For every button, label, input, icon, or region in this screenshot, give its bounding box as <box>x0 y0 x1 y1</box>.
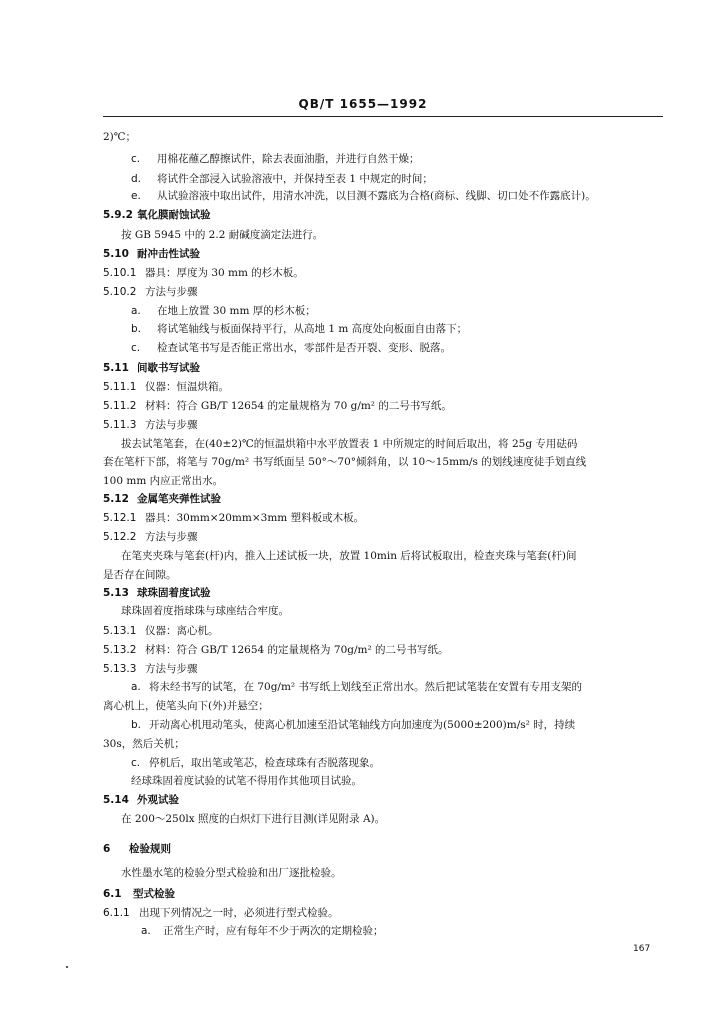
text-line: c. 检查试笔书写是否能正常出水，零部件是否开裂、变形、脱落。 <box>131 342 451 354</box>
text-line: 球珠固着度指球珠与球座结合牢度。 <box>121 605 289 617</box>
text-line: 5.11.3 方法与步骤 <box>103 419 198 431</box>
text-line: 5.10.1 器具：厚度为 30 mm 的杉木板。 <box>103 267 304 279</box>
text-line: 5.13.2 材料：符合 GB/T 12654 的定量规格为 70g/m² 的二号书写纸。 <box>103 644 449 656</box>
page-header: QB/T 1655—1992 <box>298 97 428 111</box>
section-heading: 5.12 金属笔夹弹性试验 <box>103 493 221 505</box>
text-line: 水性墨水笔的检验分型式检验和出厂逐批检验。 <box>121 867 342 879</box>
text-line: e. 从试验溶液中取出试件，用清水冲洗，以目测不露底为合格(商标、线脚、切口处不作露底计)。 <box>131 190 596 202</box>
section-heading: 5.9.2 氧化膜耐蚀试验 <box>103 209 211 221</box>
text-line: c. 用棉花蘸乙醇擦试件，除去表面油脂，并进行自然干燥； <box>131 153 420 165</box>
section-heading: 6 检验规则 <box>103 843 171 855</box>
text-line: 是否存在间隙。 <box>103 569 177 581</box>
text-line: 5.12.2 方法与步骤 <box>103 531 198 543</box>
text-line: 5.10.2 方法与步骤 <box>103 286 198 298</box>
text-line: c. 停机后，取出笔或笔芯，检查球珠有否脱落现象。 <box>131 757 380 769</box>
section-heading: 5.14 外观试验 <box>103 794 179 806</box>
section-heading: 5.10 耐冲击性试验 <box>103 248 200 260</box>
text-line: 离心机上，使笔头向下(外)并悬空； <box>103 700 269 712</box>
text-line: a. 将未经书写的试笔，在 70g/m² 书写纸上划线至正常出水。然后把试笔装在安置有专用支架的 <box>131 681 582 693</box>
text-line: 按 GB 5945 中的 2.2 耐碱度滴定法进行。 <box>121 229 324 241</box>
text-line: 2)℃； <box>103 131 137 143</box>
text-line: 6.1.1 出现下列情况之一时，必须进行型式检验。 <box>103 907 339 919</box>
text-line: 5.11.2 材料：符合 GB/T 12654 的定量规格为 70 g/m² 的二号书写纸。 <box>103 400 452 412</box>
text-line: 5.13.3 方法与步骤 <box>103 663 198 675</box>
text-line: 5.13.1 仪器：离心机。 <box>103 625 219 637</box>
scan-speck <box>66 966 68 968</box>
page-number: 167 <box>633 944 651 954</box>
text-line: a. 正常生产时，应有每年不少于两次的定期检验； <box>141 925 384 937</box>
text-line: 拔去试笔笔套，在(40±2)℃的恒温烘箱中水平放置表 1 中所规定的时间后取出，将 25g 专用砝码 <box>121 438 578 450</box>
section-heading: 5.11 间歇书写试验 <box>103 362 200 374</box>
text-line: 5.12.1 器具：30mm×20mm×3mm 塑料板或木板。 <box>103 512 365 524</box>
text-line: 经球珠固着度试验的试笔不得用作其他项目试验。 <box>131 775 362 787</box>
text-line: 5.11.1 仪器：恒温烘箱。 <box>103 381 229 393</box>
text-line: b. 开动离心机甩动笔头，使离心机加速至沿试笔轴线方向加速度为(5000±200)m/s² 时，持续 <box>131 719 576 731</box>
text-line: 30s，然后关机； <box>103 738 185 750</box>
text-line: a. 在地上放置 30 mm 厚的杉木板； <box>131 305 316 317</box>
header-rule <box>103 116 663 117</box>
section-heading: 5.13 球珠固着度试验 <box>103 587 211 599</box>
text-line: 套在笔杆下部，将笔与 70g/m² 书写纸面呈 50°～70°倾斜角，以 10～15mm/s 的划线速度徒手划直线 <box>103 456 587 468</box>
section-heading: 6.1 型式检验 <box>103 888 175 900</box>
text-line: 在 200～250lx 照度的白炽灯下进行目测(详见附录 A)。 <box>121 813 386 825</box>
text-line: 在笔夹夹珠与笔套(杆)内，推入上述试板一块，放置 10min 后将试板取出，检查夹珠与笔套(杆)间 <box>121 550 577 562</box>
text-line: d. 将试件全部浸入试验溶液中，并保持至表 1 中规定的时间； <box>131 173 433 185</box>
text-line: 100 mm 内应正常出水。 <box>103 475 224 487</box>
text-line: b. 将试笔轴线与板面保持平行，从高地 1 m 高度处向板面自由落下； <box>131 323 468 335</box>
